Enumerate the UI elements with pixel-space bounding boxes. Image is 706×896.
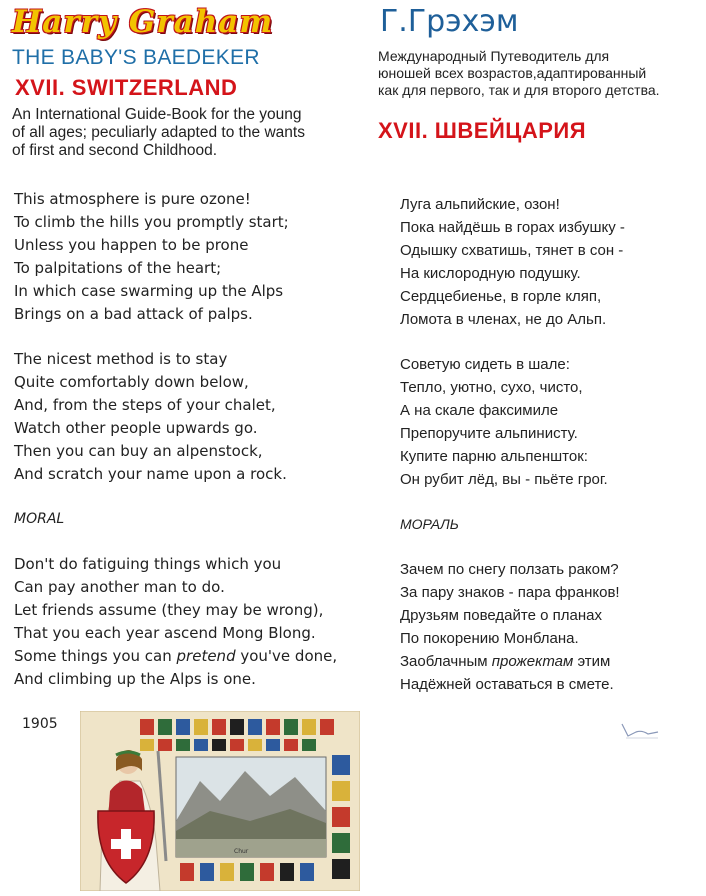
subtitle-en-line: An International Guide-Book for the young xyxy=(12,106,302,123)
subtitle-en-line: of first and second Childhood. xyxy=(12,142,218,159)
subtitle-ru xyxy=(378,48,706,99)
poem-line: Don't do fatiguing things which you xyxy=(14,555,282,573)
poem-line: This atmosphere is pure ozone! xyxy=(14,190,251,208)
chapter-title-ru: XVII. ШВЕЙЦАРИЯ xyxy=(378,118,587,143)
poem-line: Then you can buy an alpenstock, xyxy=(14,442,263,460)
poem-line: To climb the hills you promptly start; xyxy=(14,213,289,231)
poem-line: Ломота в членах, не до Альп. xyxy=(400,311,607,328)
poem-line-italic: прожектам xyxy=(491,653,574,670)
poem-line-part: you've done, xyxy=(235,647,338,665)
poem-line: За пару знаков - пара франков! xyxy=(400,584,620,601)
subtitle-ru-line: как для первого, так и для второго детства. xyxy=(378,82,660,98)
poem-line-part: этим xyxy=(573,653,611,670)
poem-line: Советую сидеть в шале: xyxy=(400,356,570,373)
poem-line: Watch other people upwards go. xyxy=(14,419,258,437)
poem-line: In which case swarming up the Alps xyxy=(14,282,284,300)
poem-line: Let friends assume (they may be wrong), xyxy=(14,601,324,619)
poem-line: Препоручите альпинисту. xyxy=(400,425,578,442)
subtitle-en-line: of all ages; peculiarly adapted to the wants xyxy=(12,124,305,141)
poem-line: And scratch your name upon a rock. xyxy=(14,465,287,483)
subtitle-en xyxy=(12,106,332,160)
poem-line: Купите парню альпеншток: xyxy=(400,448,588,465)
poem-line: Can pay another man to do. xyxy=(14,578,225,596)
poem-line: Друзьям поведайте о планах xyxy=(400,607,602,624)
poem-line: And, from the steps of your chalet, xyxy=(14,396,276,414)
landscape-scene xyxy=(176,757,326,857)
poem-line-part: Some things you can xyxy=(14,647,177,665)
poem-line: Одышку схватишь, тянет в сон - xyxy=(400,242,624,259)
poem-line: Надёжней оставаться в смете. xyxy=(400,676,614,693)
subtitle-ru-line: Международный Путеводитель для xyxy=(378,48,610,64)
poem-line-part: Заоблачным xyxy=(400,653,492,670)
poem-line: That you each year ascend Mong Blong. xyxy=(14,624,316,642)
poem-line: Quite comfortably down below, xyxy=(14,373,249,391)
poem-line: To palpitations of the heart; xyxy=(14,259,222,277)
author-name-en: Harry Graham xyxy=(12,4,274,40)
poem-line: По покорению Монблана. xyxy=(400,630,579,647)
poem-line: Луга альпийские, озон! xyxy=(400,196,560,213)
poem-en xyxy=(14,188,337,691)
poem-ru xyxy=(400,193,625,696)
poem-line: The nicest method is to stay xyxy=(14,350,228,368)
poem-line xyxy=(400,650,625,673)
coats-of-arms-right xyxy=(332,755,350,879)
signature-mark xyxy=(618,720,662,742)
poem-line: Он рубит лёд, вы - пьёте грог. xyxy=(400,471,608,488)
moral-label-en: MORAL xyxy=(14,511,65,527)
coats-of-arms-top xyxy=(140,719,334,751)
poem-line-italic: pretend xyxy=(176,647,236,665)
poem-line: Тепло, уютно, сухо, чисто, xyxy=(400,379,583,396)
poem-line xyxy=(14,645,337,668)
poem-line: Brings on a bad attack of palps. xyxy=(14,305,253,323)
poem-line: And climbing up the Alps is one. xyxy=(14,670,256,688)
poem-line: Сердцебиенье, в горле кляп, xyxy=(400,288,602,305)
postcard-caption: Chur xyxy=(234,848,249,855)
book-title-en: THE BABY'S BAEDEKER xyxy=(12,46,260,69)
chapter-title-en: XVII. SWITZERLAND xyxy=(15,75,238,100)
poem-line: Пока найдёшь в горах избушку - xyxy=(400,219,625,236)
year-label: 1905 xyxy=(22,716,58,732)
poem-line: На кислородную подушку. xyxy=(400,265,581,282)
coats-of-arms-bottom xyxy=(180,863,314,881)
poem-line: Зачем по снегу ползать раком? xyxy=(400,561,619,578)
poem-line: Unless you happen to be prone xyxy=(14,236,249,254)
poem-line: А на скале факсимиле xyxy=(400,402,559,419)
vintage-postcard-image xyxy=(80,711,360,891)
moral-label-ru: МОРАЛЬ xyxy=(400,516,459,532)
subtitle-ru-line: юношей всех возрастов,адаптированный xyxy=(378,65,647,81)
author-name-ru: Г.Грэхэм xyxy=(380,4,519,39)
